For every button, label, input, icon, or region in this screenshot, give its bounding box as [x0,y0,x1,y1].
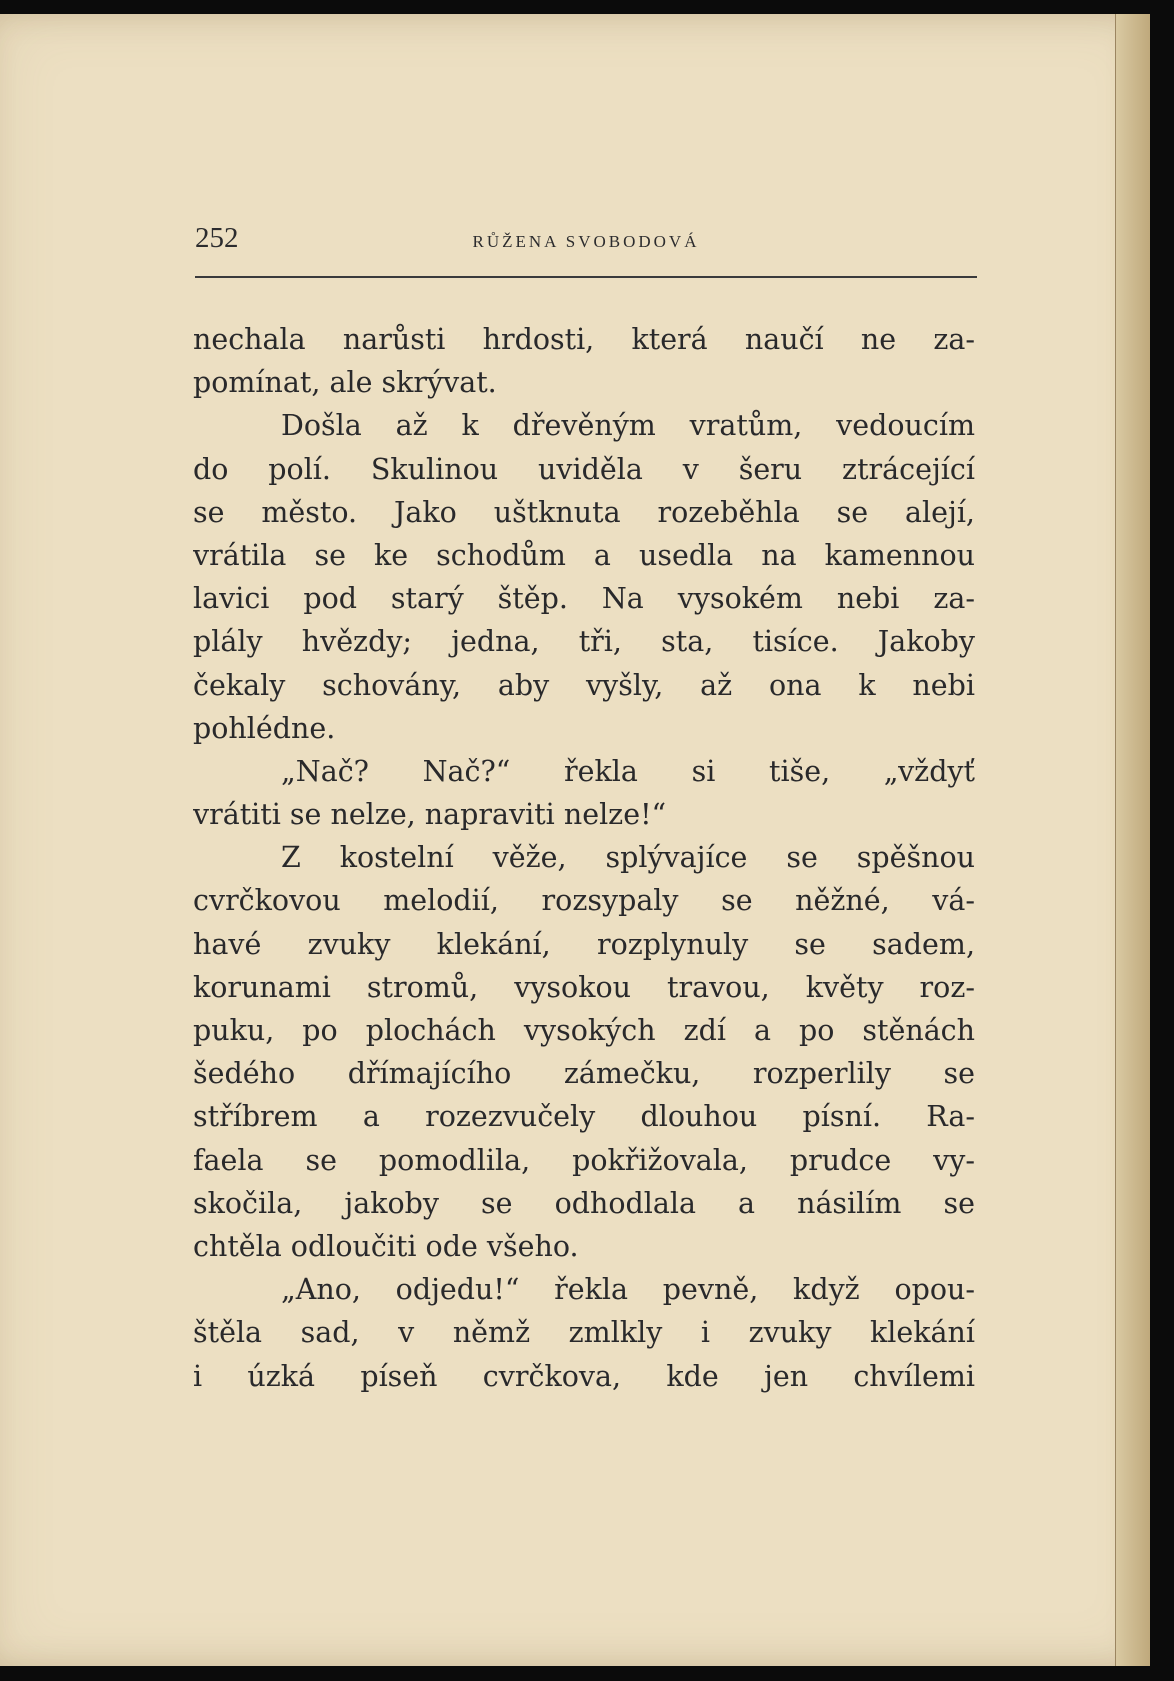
text-line: nechala narůsti hrdosti, která naučí ne za- [193,323,975,356]
text-line: Došla až k dřevěným vratům, vedoucím [281,409,975,443]
text-line: do polí. Skulinou uviděla v šeru ztrácející [193,452,975,486]
text-line: „Nač? Nač?“ řekla si tiše, „vždyť [281,754,975,788]
text-line: „Ano, odjedu!“ řekla pevně, když opou- [281,1273,975,1307]
text-line: puku, po plochách vysokých zdí a po stěnách [193,1014,975,1047]
text-line: Z kostelní věže, splývajíce se spěšnou [281,841,975,875]
text-line: havé zvuky klekání, rozplynuly se sadem, [193,927,975,961]
text-line: faela se pomodlila, pokřižovala, prudce vy- [193,1143,975,1177]
text-line: stříbrem a rozezvučely dlouhou písní. Ra- [193,1100,975,1134]
running-head: RŮŽENA SVOBODOVÁ [472,232,700,251]
text-line: skočila, jakoby se odhodlala a násilím se [193,1186,975,1220]
text-line: korunami stromů, vysokou travou, květy roz- [193,970,975,1004]
text-line: pomínat, ale skrývat. [193,366,497,400]
text-line: vrátiti se nelze, napraviti nelze!“ [193,798,667,832]
text-line: plály hvězdy; jedna, tři, sta, tisíce. Jakoby [193,625,975,659]
text-line: pohlédne. [193,711,336,745]
text-line: cvrčkovou melodií, rozsypaly se něžné, vá- [193,884,975,918]
page-header [195,222,977,262]
text-line: vrátila se ke schodům a usedla na kamennou [193,538,975,572]
text-line: šedého dřímajícího zámečku, rozperlily se [193,1057,975,1091]
page-gutter [1115,14,1150,1666]
text-line: i úzká píseň cvrčkova, kde jen chvílemi [193,1359,975,1393]
page-number: 252 [195,222,239,254]
body-text [193,318,975,1398]
text-line: lavici pod starý štěp. Na vysokém nebi za- [193,582,975,616]
text-line: štěla sad, v němž zmlkly i zvuky klekání [193,1316,975,1350]
text-line: čekaly schovány, aby vyšly, až ona k nebi [193,668,975,702]
text-line: chtěla odloučiti ode všeho. [193,1229,579,1263]
header-rule [195,276,977,278]
text-line: se město. Jako uštknuta rozeběhla se alejí, [193,495,975,529]
